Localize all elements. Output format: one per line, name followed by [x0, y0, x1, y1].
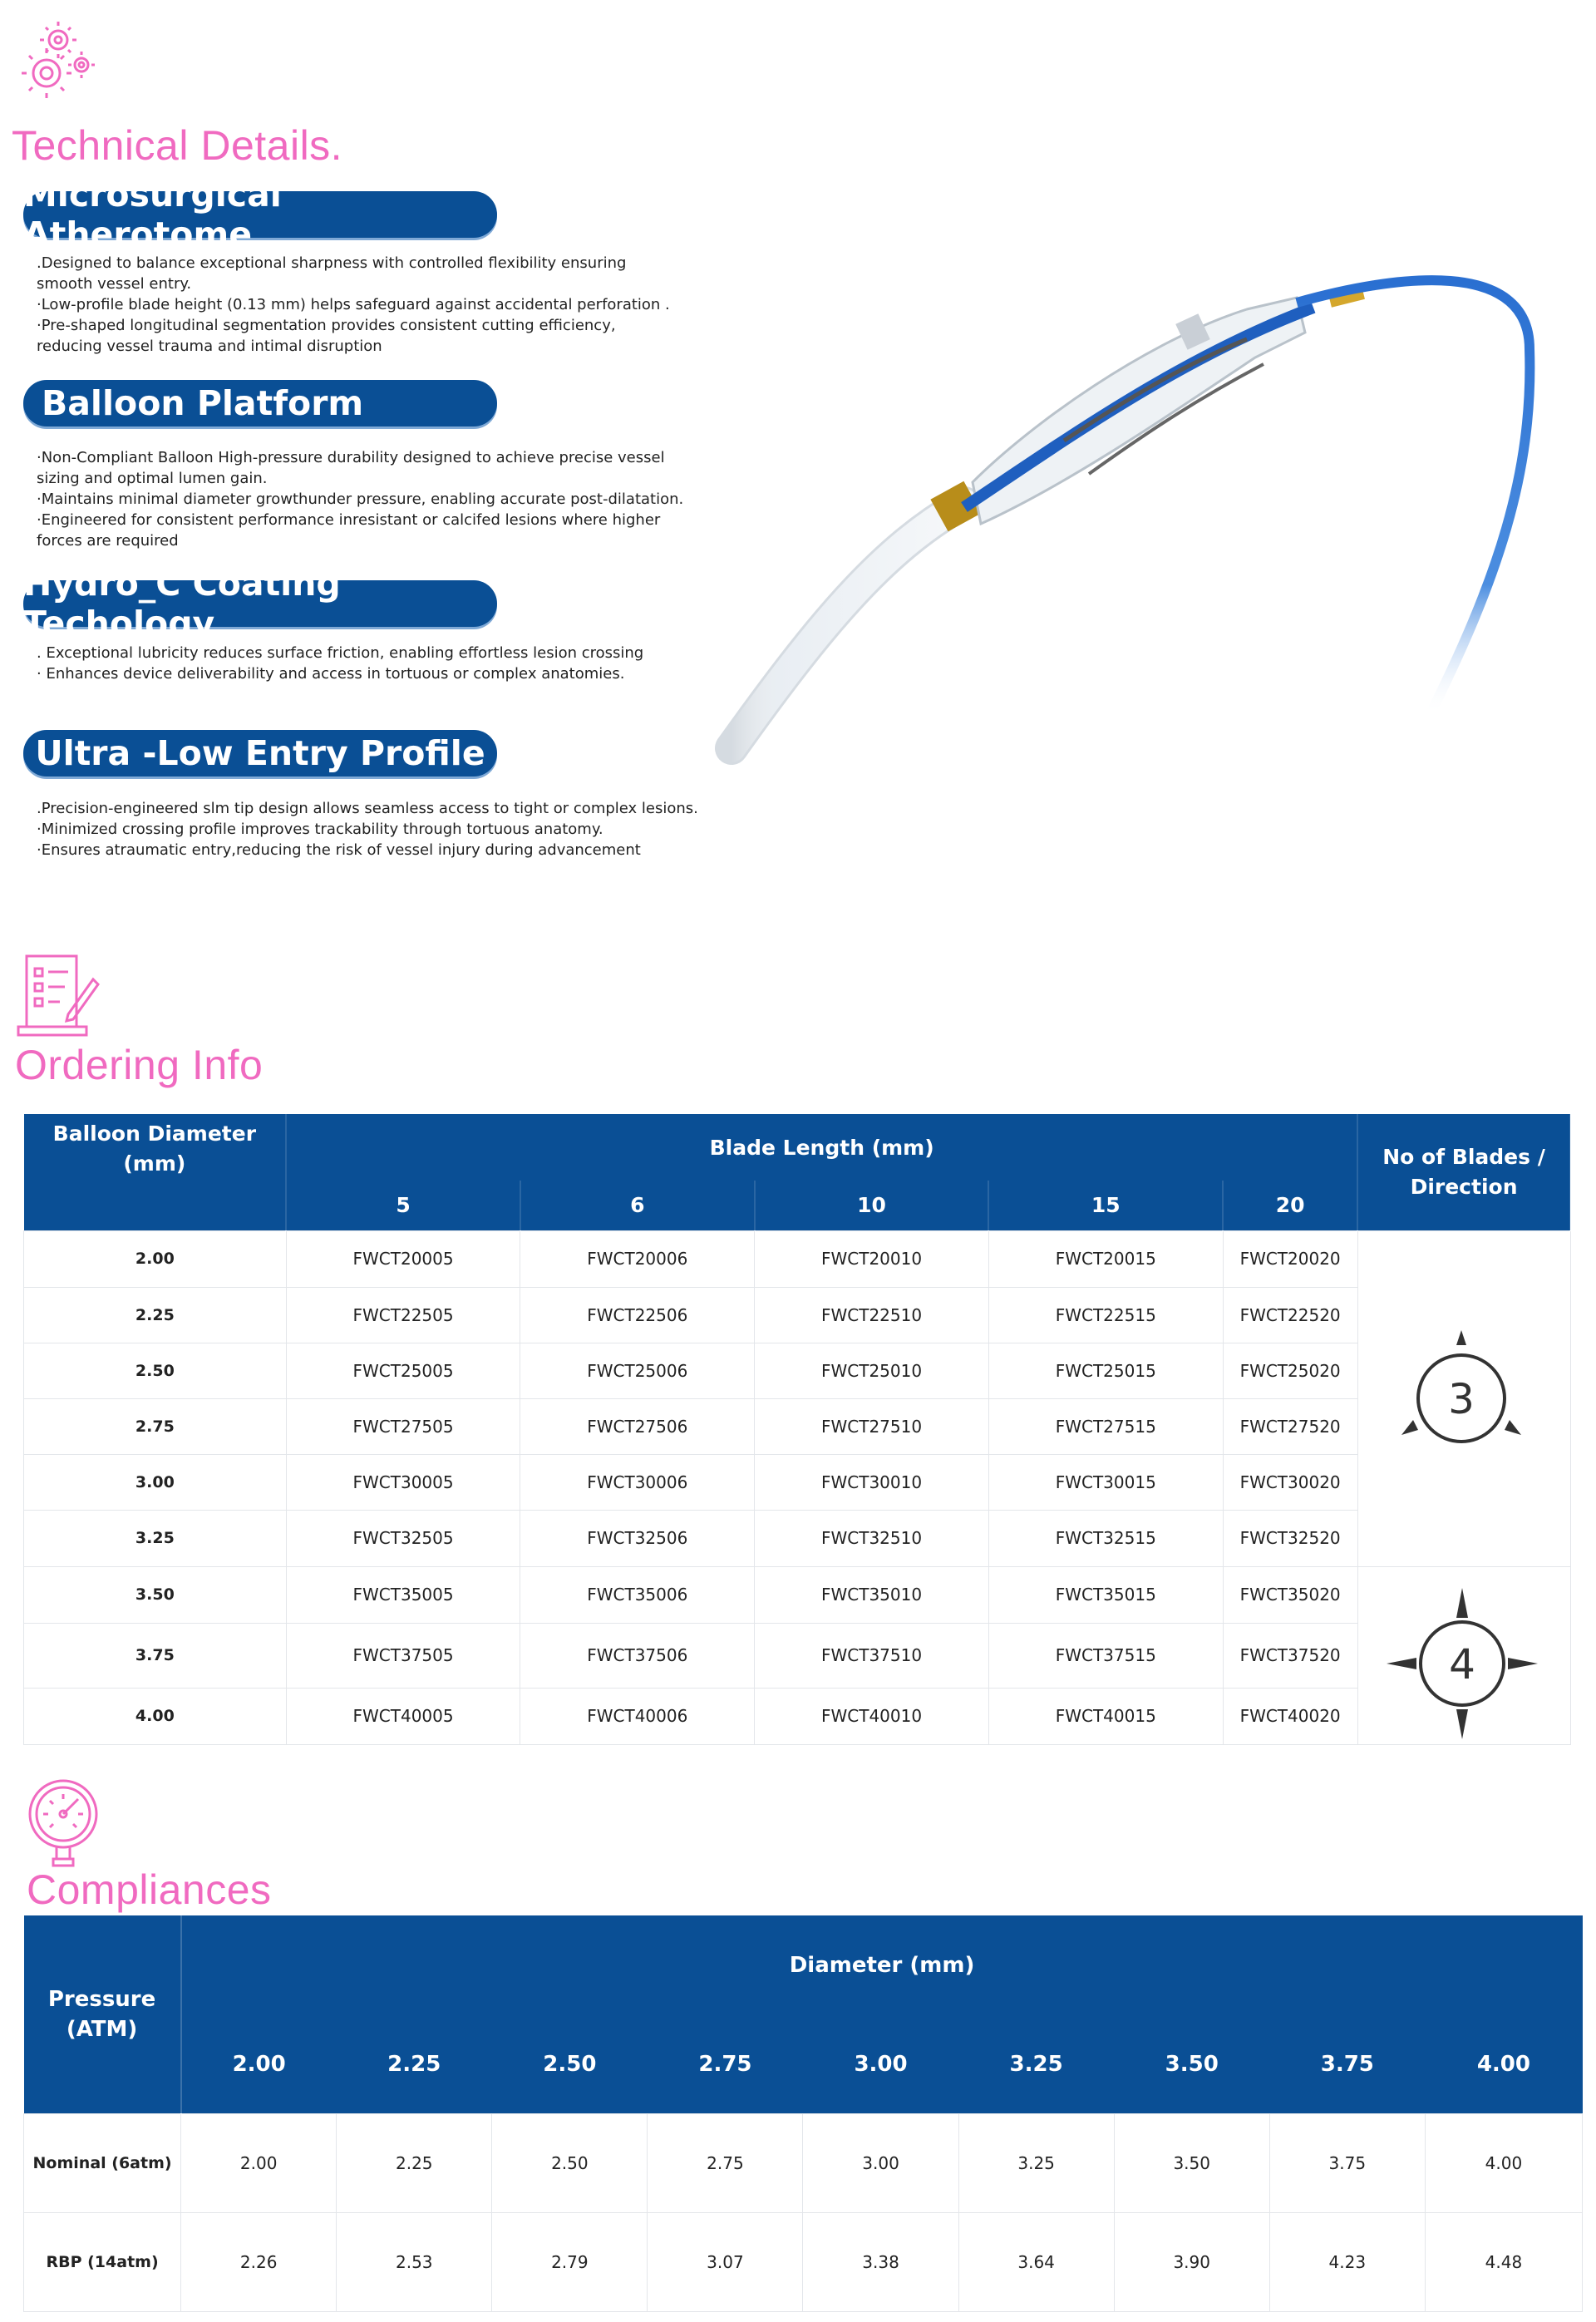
- diameter-cell: 2.75: [24, 1398, 287, 1454]
- product-code-cell: FWCT32515: [988, 1510, 1223, 1566]
- diameter-value-cell: 3.25: [958, 2113, 1114, 2212]
- product-code-cell: FWCT22505: [286, 1287, 520, 1343]
- feature-line: · Enhances device deliverability and access in tortuous or complex anatomies.: [37, 665, 625, 683]
- feature-heading-balloon: [23, 380, 497, 426]
- table-row: [24, 2113, 1583, 2212]
- three-blades-count: 3: [1448, 1375, 1475, 1423]
- product-code-cell: FWCT35010: [755, 1566, 989, 1623]
- pressure-label-cell: Nominal (6atm): [24, 2113, 181, 2212]
- product-code-cell: FWCT22506: [520, 1287, 755, 1343]
- product-code-cell: FWCT35006: [520, 1566, 755, 1623]
- checklist-icon: [10, 948, 101, 1039]
- product-code-cell: FWCT27505: [286, 1398, 520, 1454]
- diameter-value-cell: 3.64: [958, 2212, 1114, 2311]
- feature-heading-label: Microsurgical Atherotome: [23, 175, 282, 254]
- product-code-cell: FWCT22520: [1223, 1287, 1357, 1343]
- feature-heading-label: Hydro_C Coating Techology: [23, 564, 341, 643]
- column-header-pressure: Pressure (ATM): [24, 1915, 181, 2113]
- feature-line: ·Engineered for consistent performance inresistant or calcifed lesions where higher forces are required: [37, 511, 661, 550]
- table-row: [24, 1398, 1571, 1454]
- diameter-value-cell: 4.23: [1269, 2212, 1425, 2311]
- product-code-cell: FWCT37510: [755, 1623, 989, 1688]
- catheter-balloon-illustration: [715, 266, 1579, 781]
- product-code-cell: FWCT40020: [1223, 1688, 1357, 1744]
- product-code-cell: FWCT30010: [755, 1454, 989, 1510]
- product-code-cell: FWCT27515: [988, 1398, 1223, 1454]
- product-code-cell: FWCT35015: [988, 1566, 1223, 1623]
- ordering-table: [23, 1114, 1571, 1745]
- product-code-cell: FWCT37505: [286, 1623, 520, 1688]
- diameter-cell: 2.50: [24, 1343, 287, 1398]
- diameter-cell: 2.25: [24, 1287, 287, 1343]
- diameter-header: 2.75: [648, 2015, 803, 2113]
- product-code-cell: FWCT32505: [286, 1510, 520, 1566]
- diameter-value-cell: 3.00: [803, 2113, 958, 2212]
- table-row: [24, 1623, 1571, 1688]
- table-row: [24, 1566, 1571, 1623]
- column-header-blades: No of Blades / Direction: [1357, 1114, 1570, 1230]
- four-blades-count: 4: [1449, 1640, 1475, 1689]
- feature-line: ·Non-Compliant Balloon High-pressure durability designed to achieve precise vessel sizing and optimal lumen gain.: [37, 449, 665, 487]
- diameter-value-cell: 3.50: [1114, 2113, 1269, 2212]
- diameter-cell: 3.75: [24, 1623, 287, 1688]
- product-code-cell: FWCT27506: [520, 1398, 755, 1454]
- product-code-cell: FWCT22510: [755, 1287, 989, 1343]
- feature-line: ·Ensures atraumatic entry,reducing the risk of vessel injury during advancement: [37, 841, 641, 859]
- product-code-cell: FWCT40015: [988, 1688, 1223, 1744]
- diameter-cell: 2.00: [24, 1230, 287, 1287]
- blade-length-header: 10: [755, 1181, 989, 1230]
- product-code-cell: FWCT37520: [1223, 1623, 1357, 1688]
- product-code-cell: FWCT25015: [988, 1343, 1223, 1398]
- compliances-title: Compliances: [27, 1866, 272, 1913]
- product-code-cell: FWCT40006: [520, 1688, 755, 1744]
- product-code-cell: FWCT20005: [286, 1230, 520, 1287]
- product-code-cell: FWCT30015: [988, 1454, 1223, 1510]
- blade-length-header: 6: [520, 1181, 755, 1230]
- product-code-cell: FWCT32520: [1223, 1510, 1357, 1566]
- diameter-cell: 3.50: [24, 1566, 287, 1623]
- blade-length-header: 20: [1223, 1181, 1357, 1230]
- feature-line: .Designed to balance exceptional sharpness with controlled flexibility ensuring smooth vessel entry.: [37, 254, 627, 293]
- diameter-header: 2.50: [492, 2015, 648, 2113]
- four-blades-icon: [1383, 1585, 1541, 1743]
- diameter-cell: 4.00: [24, 1688, 287, 1744]
- product-code-cell: FWCT32506: [520, 1510, 755, 1566]
- product-code-cell: FWCT30005: [286, 1454, 520, 1510]
- technical-details-title: Technical Details.: [12, 122, 343, 169]
- column-header-diameter: Balloon Diameter (mm): [24, 1114, 287, 1230]
- diameter-cell: 3.00: [24, 1454, 287, 1510]
- feature-line: .Precision-engineered slm tip design allows seamless access to tight or complex lesions.: [37, 800, 698, 817]
- product-code-cell: FWCT35020: [1223, 1566, 1357, 1623]
- feature-heading-label: Balloon Platform: [42, 383, 364, 423]
- pressure-label-cell: RBP (14atm): [24, 2212, 181, 2311]
- diameter-cell: 3.25: [24, 1510, 287, 1566]
- diameter-value-cell: 2.79: [492, 2212, 648, 2311]
- blade-length-header: 15: [988, 1181, 1223, 1230]
- blade-length-header: 5: [286, 1181, 520, 1230]
- diameter-value-cell: 4.48: [1425, 2212, 1582, 2311]
- diameter-value-cell: 2.00: [181, 2113, 337, 2212]
- table-row: [24, 1688, 1571, 1744]
- product-code-cell: FWCT20015: [988, 1230, 1223, 1287]
- feature-heading-entry-profile: [23, 730, 497, 776]
- gears-icon: [10, 12, 96, 103]
- ordering-info-title: Ordering Info: [15, 1042, 264, 1088]
- feature-line: ·Low-profile blade height (0.13 mm) helps safeguard against accidental perforation .: [37, 296, 670, 313]
- product-code-cell: FWCT32510: [755, 1510, 989, 1566]
- feature-heading-atherotome: [23, 175, 497, 254]
- compliance-table: [23, 1915, 1583, 2312]
- diameter-header: 4.00: [1425, 2015, 1582, 2113]
- diameter-header: 3.00: [803, 2015, 958, 2113]
- diameter-header: 3.25: [958, 2015, 1114, 2113]
- diameter-value-cell: 2.75: [648, 2113, 803, 2212]
- product-code-cell: FWCT30020: [1223, 1454, 1357, 1510]
- diameter-header: 3.75: [1269, 2015, 1425, 2113]
- diameter-value-cell: 3.07: [648, 2212, 803, 2311]
- diameter-header: 2.00: [181, 2015, 337, 2113]
- diameter-value-cell: 3.38: [803, 2212, 958, 2311]
- diameter-value-cell: 3.90: [1114, 2212, 1269, 2311]
- product-code-cell: FWCT27520: [1223, 1398, 1357, 1454]
- table-row: [24, 1510, 1571, 1566]
- product-code-cell: FWCT20010: [755, 1230, 989, 1287]
- table-row: [24, 1287, 1571, 1343]
- product-code-cell: FWCT37515: [988, 1623, 1223, 1688]
- product-code-cell: FWCT22515: [988, 1287, 1223, 1343]
- diameter-value-cell: 3.75: [1269, 2113, 1425, 2212]
- column-header-diameter: Diameter (mm): [181, 1915, 1583, 2015]
- product-code-cell: FWCT40010: [755, 1688, 989, 1744]
- diameter-value-cell: 4.00: [1425, 2113, 1582, 2212]
- feature-heading-coating: [23, 564, 497, 643]
- diameter-value-cell: 2.53: [337, 2212, 492, 2311]
- feature-description-coating: [37, 643, 702, 684]
- product-code-cell: FWCT27510: [755, 1398, 989, 1454]
- feature-description-entry-profile: [37, 798, 702, 860]
- column-header-blade-length: Blade Length (mm): [286, 1114, 1357, 1181]
- product-code-cell: FWCT25010: [755, 1343, 989, 1398]
- product-code-cell: FWCT20020: [1223, 1230, 1357, 1287]
- diameter-value-cell: 2.50: [492, 2113, 648, 2212]
- product-code-cell: FWCT30006: [520, 1454, 755, 1510]
- three-blades-icon: [1395, 1327, 1528, 1443]
- product-code-cell: FWCT25006: [520, 1343, 755, 1398]
- diameter-header: 2.25: [337, 2015, 492, 2113]
- feature-heading-label: Ultra -Low Entry Profile: [35, 733, 485, 773]
- product-code-cell: FWCT20006: [520, 1230, 755, 1287]
- feature-line: ·Pre-shaped longitudinal segmentation provides consistent cutting efficiency, reducing vessel trauma and intimal disruption: [37, 317, 616, 355]
- feature-description-balloon: [37, 447, 702, 551]
- feature-line: ·Maintains minimal diameter growthunder pressure, enabling accurate post-dilatation.: [37, 491, 684, 508]
- product-code-cell: FWCT37506: [520, 1623, 755, 1688]
- product-code-cell: FWCT25005: [286, 1343, 520, 1398]
- feature-line: . Exceptional lubricity reduces surface friction, enabling effortless lesion crossing: [37, 644, 644, 662]
- feature-description-atherotome: [37, 253, 685, 357]
- product-code-cell: FWCT40005: [286, 1688, 520, 1744]
- table-row: [24, 2212, 1583, 2311]
- pressure-gauge-icon: [25, 1776, 101, 1869]
- diameter-value-cell: 2.25: [337, 2113, 492, 2212]
- table-row: [24, 1454, 1571, 1510]
- table-row: [24, 1343, 1571, 1398]
- diameter-header: 3.50: [1114, 2015, 1269, 2113]
- diameter-value-cell: 2.26: [181, 2212, 337, 2311]
- table-row: [24, 1230, 1571, 1287]
- product-code-cell: FWCT25020: [1223, 1343, 1357, 1398]
- feature-line: ·Minimized crossing profile improves trackability through tortuous anatomy.: [37, 821, 603, 838]
- product-code-cell: FWCT35005: [286, 1566, 520, 1623]
